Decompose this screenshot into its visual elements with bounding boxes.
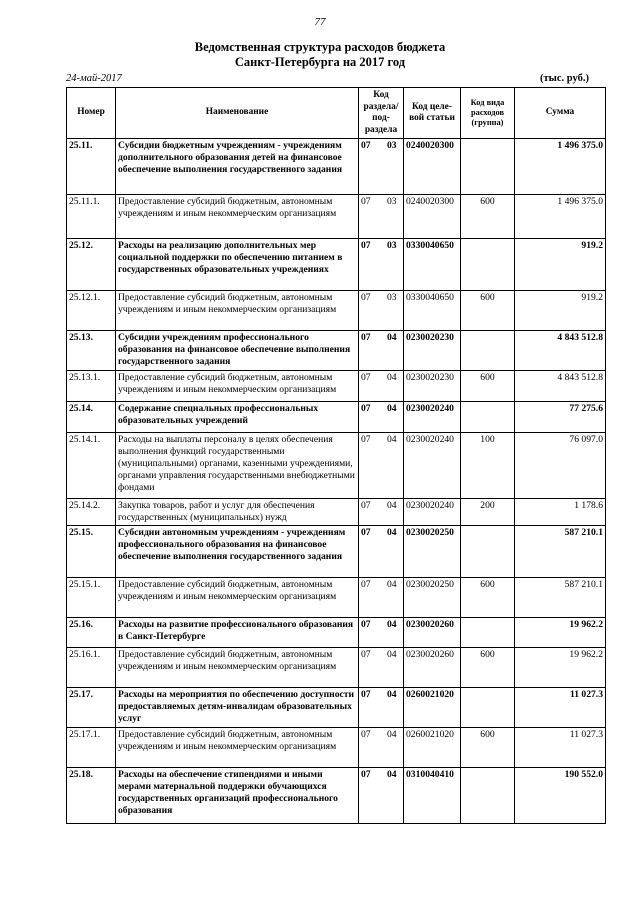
row-expense-type — [461, 526, 515, 578]
subsection-code: 04 — [387, 332, 397, 343]
row-number: 25.16. — [67, 618, 116, 648]
row-section-code — [359, 371, 404, 402]
section-code: 07 — [361, 500, 371, 511]
row-expense-type — [461, 331, 515, 371]
subsection-code: 04 — [387, 434, 397, 445]
row-section-code — [359, 139, 404, 195]
document-date: 24-май-2017 — [66, 73, 122, 84]
row-expense-type — [461, 768, 515, 824]
row-name: Предоставление субсидий бюджетным, автономным учреждениям и иным некоммерческим организациям — [116, 195, 359, 239]
table-header-row — [67, 88, 606, 139]
row-expense-type: 600 — [461, 648, 515, 688]
row-expense-type — [461, 239, 515, 291]
row-amount: 11 027.3 — [515, 688, 606, 728]
section-code: 07 — [361, 372, 371, 383]
col-header-section: Код раздела/ под-раздела — [359, 88, 404, 139]
table-body — [67, 139, 606, 824]
section-code: 07 — [361, 240, 371, 251]
row-expense-type — [461, 139, 515, 195]
title-line-1: Ведомственная структура расходов бюджета — [194, 40, 446, 54]
row-article-code: 0230020240 — [404, 433, 461, 499]
row-article-code: 0330040650 — [404, 239, 461, 291]
table-row — [67, 331, 606, 371]
section-code: 07 — [361, 649, 371, 660]
row-expense-type: 600 — [461, 195, 515, 239]
table-row — [67, 768, 606, 824]
subsection-code: 04 — [387, 403, 397, 414]
row-article-code: 0230020260 — [404, 648, 461, 688]
table-row — [67, 728, 606, 768]
table-row — [67, 195, 606, 239]
section-code: 07 — [361, 619, 371, 630]
section-code: 07 — [361, 769, 371, 780]
subsection-code: 03 — [387, 240, 397, 251]
row-name: Субсидии учреждениям профессионального образования на финансовое обеспечение выполнения государственного задания — [116, 331, 359, 371]
row-section-code — [359, 618, 404, 648]
title-line-2: Санкт-Петербурга на 2017 год — [234, 55, 406, 69]
section-code: 07 — [361, 579, 371, 590]
subsection-code: 04 — [387, 579, 397, 590]
row-number: 25.14.1. — [67, 433, 116, 499]
row-amount: 4 843 512.8 — [515, 331, 606, 371]
row-number: 25.15.1. — [67, 578, 116, 618]
row-amount: 11 027.3 — [515, 728, 606, 768]
row-article-code: 0310040410 — [404, 768, 461, 824]
row-number: 25.13. — [67, 331, 116, 371]
row-article-code: 0260021020 — [404, 688, 461, 728]
row-section-code — [359, 291, 404, 331]
section-code: 07 — [361, 332, 371, 343]
row-section-code — [359, 433, 404, 499]
table-row — [67, 578, 606, 618]
section-code: 07 — [361, 403, 371, 414]
row-section-code — [359, 578, 404, 618]
row-name: Субсидии бюджетным учреждениям - учреждениям дополнительного образования детей на финансовое обеспечение выполнения государственного задания — [116, 139, 359, 195]
col-header-amount: Сумма — [515, 88, 606, 139]
row-amount: 77 275.6 — [515, 402, 606, 433]
row-amount: 190 552.0 — [515, 768, 606, 824]
table-row — [67, 139, 606, 195]
subsection-code: 04 — [387, 769, 397, 780]
row-amount: 1 496 375.0 — [515, 139, 606, 195]
col-header-name: Наименование — [116, 88, 359, 139]
row-number: 25.17.1. — [67, 728, 116, 768]
row-number: 25.14.2. — [67, 499, 116, 526]
table-row — [67, 499, 606, 526]
row-section-code — [359, 648, 404, 688]
row-expense-type: 600 — [461, 578, 515, 618]
section-code: 07 — [361, 729, 371, 740]
row-name: Содержание специальных профессиональных образовательных учреждений — [116, 402, 359, 433]
row-section-code — [359, 331, 404, 371]
table-row — [67, 688, 606, 728]
row-article-code: 0260021020 — [404, 728, 461, 768]
row-article-code: 0330040650 — [404, 291, 461, 331]
row-amount: 919.2 — [515, 239, 606, 291]
row-article-code: 0230020250 — [404, 578, 461, 618]
row-amount: 76 097.0 — [515, 433, 606, 499]
row-number: 25.18. — [67, 768, 116, 824]
row-number: 25.11. — [67, 139, 116, 195]
page-number: 77 — [314, 16, 326, 28]
row-number: 25.16.1. — [67, 648, 116, 688]
subsection-code: 04 — [387, 649, 397, 660]
row-section-code — [359, 402, 404, 433]
row-section-code — [359, 195, 404, 239]
table-row — [67, 239, 606, 291]
row-expense-type: 200 — [461, 499, 515, 526]
section-code: 07 — [361, 527, 371, 538]
row-amount: 19 962.2 — [515, 618, 606, 648]
row-expense-type — [461, 618, 515, 648]
row-name: Предоставление субсидий бюджетным, автономным учреждениям и иным некоммерческим организациям — [116, 371, 359, 402]
row-name: Предоставление субсидий бюджетным, автономным учреждениям и иным некоммерческим организациям — [116, 648, 359, 688]
subsection-code: 04 — [387, 619, 397, 630]
budget-table — [66, 87, 606, 824]
row-article-code: 0230020250 — [404, 526, 461, 578]
row-name: Предоставление субсидий бюджетным, автономным учреждениям и иным некоммерческим организациям — [116, 291, 359, 331]
row-expense-type: 600 — [461, 371, 515, 402]
subsection-code: 04 — [387, 729, 397, 740]
row-expense-type: 600 — [461, 728, 515, 768]
subsection-code: 04 — [387, 527, 397, 538]
row-amount: 19 962.2 — [515, 648, 606, 688]
row-amount: 587 210.1 — [515, 578, 606, 618]
table-row — [67, 402, 606, 433]
subsection-code: 03 — [387, 140, 397, 151]
table-row — [67, 433, 606, 499]
subsection-code: 04 — [387, 372, 397, 383]
subsection-code: 04 — [387, 500, 397, 511]
document-title — [0, 40, 640, 70]
row-amount: 1 178.6 — [515, 499, 606, 526]
row-number: 25.17. — [67, 688, 116, 728]
table-row — [67, 291, 606, 331]
col-header-article: Код целе-вой статьи — [404, 88, 461, 139]
table-row — [67, 371, 606, 402]
row-section-code — [359, 768, 404, 824]
section-code: 07 — [361, 292, 371, 303]
row-section-code — [359, 728, 404, 768]
row-article-code: 0230020230 — [404, 331, 461, 371]
units-label: (тыс. руб.) — [540, 73, 589, 84]
row-article-code: 0230020240 — [404, 402, 461, 433]
row-article-code: 0240020300 — [404, 195, 461, 239]
row-expense-type — [461, 402, 515, 433]
row-name: Субсидии автономным учреждениям - учреждениям профессионального образования на финансовое обеспечение выполнения государственного задания — [116, 526, 359, 578]
section-code: 07 — [361, 434, 371, 445]
row-number: 25.14. — [67, 402, 116, 433]
subsection-code: 04 — [387, 689, 397, 700]
row-amount: 1 496 375.0 — [515, 195, 606, 239]
row-section-code — [359, 526, 404, 578]
row-number: 25.12.1. — [67, 291, 116, 331]
row-amount: 919.2 — [515, 291, 606, 331]
row-name: Расходы на выплаты персоналу в целях обеспечения выполнения функций государственными (муниципальными) органами, казенными учреждениями, органами управления государственными внебюджетными фондами — [116, 433, 359, 499]
subsection-code: 03 — [387, 292, 397, 303]
row-article-code: 0230020240 — [404, 499, 461, 526]
row-expense-type — [461, 688, 515, 728]
table-row — [67, 618, 606, 648]
table-row — [67, 526, 606, 578]
section-code: 07 — [361, 689, 371, 700]
section-code: 07 — [361, 140, 371, 151]
row-article-code: 0230020230 — [404, 371, 461, 402]
row-name: Предоставление субсидий бюджетным, автономным учреждениям и иным некоммерческим организациям — [116, 578, 359, 618]
table-row — [67, 648, 606, 688]
row-name: Расходы на развитие профессионального образования в Санкт-Петербурге — [116, 618, 359, 648]
row-amount: 587 210.1 — [515, 526, 606, 578]
row-section-code — [359, 688, 404, 728]
row-name: Расходы на реализацию дополнительных мер социальной поддержки по обеспечению питанием в государственных образовательных учреждениях — [116, 239, 359, 291]
row-section-code — [359, 239, 404, 291]
row-article-code: 0240020300 — [404, 139, 461, 195]
row-section-code — [359, 499, 404, 526]
col-header-expense-type: Код вида расходов (группа) — [461, 88, 515, 139]
col-header-number: Номер — [67, 88, 116, 139]
row-expense-type: 600 — [461, 291, 515, 331]
subsection-code: 03 — [387, 196, 397, 207]
row-number: 25.12. — [67, 239, 116, 291]
row-name: Расходы на обеспечение стипендиями и иными мерами материальной поддержки обучающихся государственных организаций профессионального образования — [116, 768, 359, 824]
row-name: Расходы на мероприятия по обеспечению доступности предоставляемых детям-инвалидам образовательных услуг — [116, 688, 359, 728]
row-article-code: 0230020260 — [404, 618, 461, 648]
row-expense-type: 100 — [461, 433, 515, 499]
row-number: 25.13.1. — [67, 371, 116, 402]
section-code: 07 — [361, 196, 371, 207]
row-number: 25.15. — [67, 526, 116, 578]
row-name: Предоставление субсидий бюджетным, автономным учреждениям и иным некоммерческим организациям — [116, 728, 359, 768]
row-name: Закупка товаров, работ и услуг для обеспечения государственных (муниципальных) нужд — [116, 499, 359, 526]
row-amount: 4 843 512.8 — [515, 371, 606, 402]
row-number: 25.11.1. — [67, 195, 116, 239]
